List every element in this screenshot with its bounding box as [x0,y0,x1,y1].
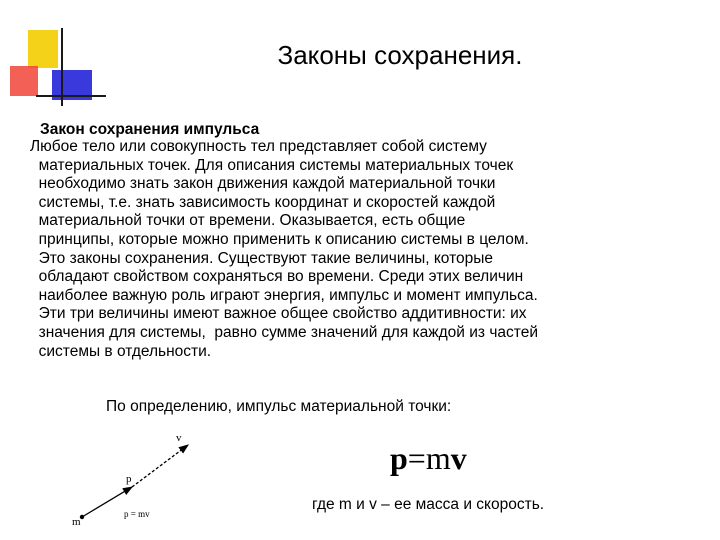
label-p: p [126,473,132,485]
slide-title: Законы сохранения. [277,40,523,70]
label-v: v [176,432,182,444]
body-line: Эти три величины имеют важное общее свойство аддитивности: их [30,305,527,323]
body-line: Любое тело или совокупность тел представляет собой систему [30,138,487,155]
label-m: m [72,516,81,528]
formula-caption: где m и v – ее масса и скорость. [312,496,545,513]
momentum-diagram [60,425,210,535]
body-line: обладают свойством сохраняться во времени. Среди этих величин [30,268,524,286]
body-line: материальной точки от времени. Оказывается, есть общие [30,212,466,230]
definition-text: По определению, импульс материальной точки: [106,398,452,415]
body-line: принципы, которые можно применить к описанию системы в целом. [30,230,529,248]
body-line: наиболее важную роль играют энергия, импульс и момент импульса. [30,286,538,304]
body-line: значения для системы, равно сумме значений для каждой из частей [30,323,538,341]
body-line: системы в отдельности. [30,342,212,360]
formula-p: p [390,440,408,476]
formula-eq: =m [407,440,451,476]
corner-decoration [0,0,110,120]
body-paragraph [30,138,702,361]
formula-v: v [450,440,467,476]
body-line: Это законы сохранения. Существуют такие величины, которые [30,249,493,267]
red-square [10,66,38,96]
momentum-formula [390,440,467,477]
section-heading: Закон сохранения импульса [40,121,260,138]
velocity-vector [132,445,188,487]
body-line: необходимо знать закон движения каждой материальной точки [30,175,496,193]
body-line: системы, т.е. знать зависимость координат и скоростей каждой [30,193,496,211]
label-equation: p = mv [124,509,150,519]
body-line: материальных точек. Для описания системы материальных точек [30,156,514,174]
yellow-square [28,30,58,68]
